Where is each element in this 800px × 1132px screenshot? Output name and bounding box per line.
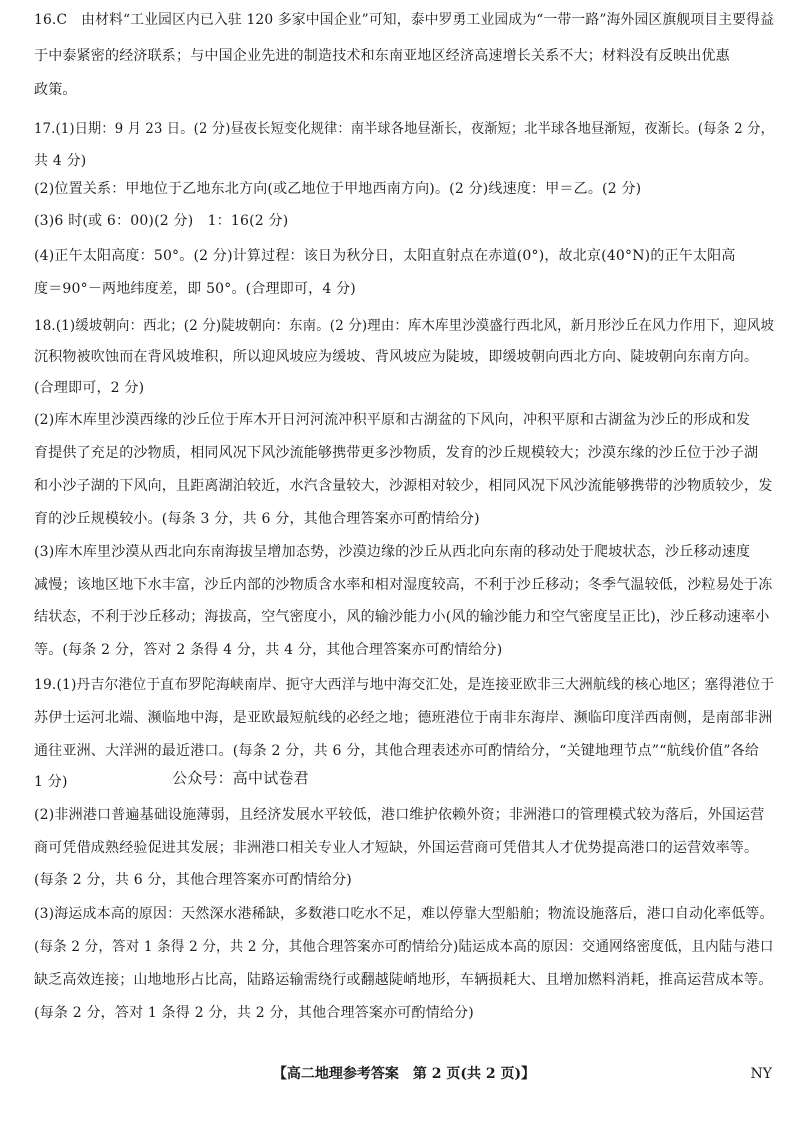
q16-line-3: 政策。: [34, 82, 77, 98]
q17-line-4: (3)6 时(或 6：00)(2 分) 1：16(2 分): [34, 213, 289, 229]
q19-line-9: (每条 2 分，答对 1 条得 2 分，共 2 分，其他合理答案亦可酌情给分)陆运成本高的原因：交通网络密度低，且内陆与港口: [34, 939, 774, 955]
q18-line-6: 和小沙子湖的下风向，且距离湖泊较近，水汽含量较大，沙源相对较少，相同风况下风沙流能够携带的沙物质较少，发: [34, 478, 773, 494]
q18-line-1: 18.(1)缓坡朝向：西北；(2 分)陡坡朝向：东南。(2 分)理由：库木库里沙漠盛行西北风，新月形沙丘在风力作用下，迎风坡: [34, 318, 775, 334]
q18-line-5: 育提供了充足的沙物质，相同风况下风沙流能够携带更多沙物质，发育的沙丘规模较大；沙漠东缘的沙丘位于沙子湖: [34, 445, 759, 461]
q19-line-8: (3)海运成本高的原因：天然深水港稀缺，多数港口吃水不足，难以停靠大型船舶；物流设施落后，港口自动化率低等。: [34, 906, 774, 922]
q19-line-3: 通往亚洲、大洋洲的最近港口。(每条 2 分，共 6 分，其他合理表述亦可酌情给分，“关键地理节点”“航线价值”各给: [34, 743, 760, 759]
q19-line-5: (2)非洲港口普遍基础设施薄弱，且经济发展水平较低，港口维护依赖外资；非洲港口的管理模式较为落后，外国运营: [34, 807, 765, 823]
q19-line-10: 缺乏高效连接；山地地形占比高，陆路运输需绕行或翻越陡峭地形，车辆损耗大、且增加燃料消耗，推高运营成本等。: [34, 972, 773, 988]
q18-line-11: 等。(每条 2 分，答对 2 条得 4 分，共 4 分，其他合理答案亦可酌情给分): [34, 642, 503, 658]
q19-line-4: 1 分): [34, 774, 68, 790]
q17-line-3: (2)位置关系：甲地位于乙地东北方向(或乙地位于甲地西南方向)。(2 分)线速度：甲＝乙。(2 分): [34, 181, 642, 197]
q19-line-6: 商可凭借成熟经验促进其发展；非洲港口相关专业人才短缺，外国运营商可凭借其人才优势提高港口的运营效率等。: [34, 840, 759, 856]
q19-line-2: 苏伊士运河北端、濒临地中海，是亚欧最短航线的必经之地；德班港位于南非东海岸、濒临印度洋西南侧，是南部非洲: [34, 710, 773, 726]
q16-line-1: 16.C 由材料“工业园区内已入驻 120 多家中国企业”可知，泰中罗勇工业园成为“一带一路”海外园区旗舰项目主要得益: [34, 12, 775, 28]
q19-line-7: (每条 2 分，共 6 分，其他合理答案亦可酌情给分): [34, 872, 352, 888]
q17-line-2: 共 4 分): [34, 153, 87, 169]
q18-line-7: 育的沙丘规模较小。(每条 3 分，共 6 分，其他合理答案亦可酌情给分): [34, 511, 480, 527]
q18-line-10: 结状态，不利于沙丘移动；海拔高，空气密度小，风的输沙能力小(风的输沙能力和空气密度呈正比)，沙丘移动速率小: [34, 609, 770, 625]
q18-line-9: 减慢；该地区地下水丰富，沙丘内部的沙物质含水率和相对湿度较高，不利于沙丘移动；冬季气温较低，沙粒易处于冻: [34, 577, 773, 593]
footer-title: 【高二地理参考答案 第 2 页(共 2 页)】: [272, 1066, 536, 1082]
q19-line-1: 19.(1)丹吉尔港位于直布罗陀海峡南岸、扼守大西洋与地中海交汇处，是连接亚欧非三大洲航线的核心地区；塞得港位于: [34, 677, 775, 693]
q17-line-5: (4)正午太阳高度：50°。(2 分)计算过程：该日为秋分日，太阳直射点在赤道(0°)，故北京(40°N)的正午太阳高: [34, 248, 736, 264]
q19-line-11: (每条 2 分，答对 1 条得 2 分，共 2 分，其他合理答案亦可酌情给分): [34, 1005, 474, 1021]
q18-line-3: (合理即可，2 分): [34, 380, 145, 396]
q17-line-6: 度＝90°－两地纬度差，即 50°。(合理即可，4 分): [34, 281, 356, 297]
q17-line-1: 17.(1)日期：9 月 23 日。(2 分)昼夜长短变化规律：南半球各地昼渐长，夜渐短；北半球各地昼渐短，夜渐长。(每条 2 分，: [34, 121, 774, 137]
q16-line-2: 于中泰紧密的经济联系；与中国企业先进的制造技术和东南亚地区经济高速增长关系不大；材料没有反映出优惠: [34, 48, 730, 64]
q18-line-8: (3)库木库里沙漠从西北向东南海拔呈增加态势，沙漠边缘的沙丘从西北向东南的移动处于爬坡状态，沙丘移动速度: [34, 544, 751, 560]
footer-code: NY: [750, 1066, 772, 1082]
watermark-text: 公众号：高中试卷君: [172, 769, 309, 787]
q18-line-2: 沉积物被吹蚀而在背风坡堆积，所以迎风坡应为缓坡、背风坡应为陡坡，即缓坡朝向西北方向、陡坡朝向东南方向。: [34, 349, 759, 365]
q18-line-4: (2)库木库里沙漠西缘的沙丘位于库木开日河河流冲积平原和古湖盆的下风向，冲积平原和古湖盆为沙丘的形成和发: [34, 412, 751, 428]
